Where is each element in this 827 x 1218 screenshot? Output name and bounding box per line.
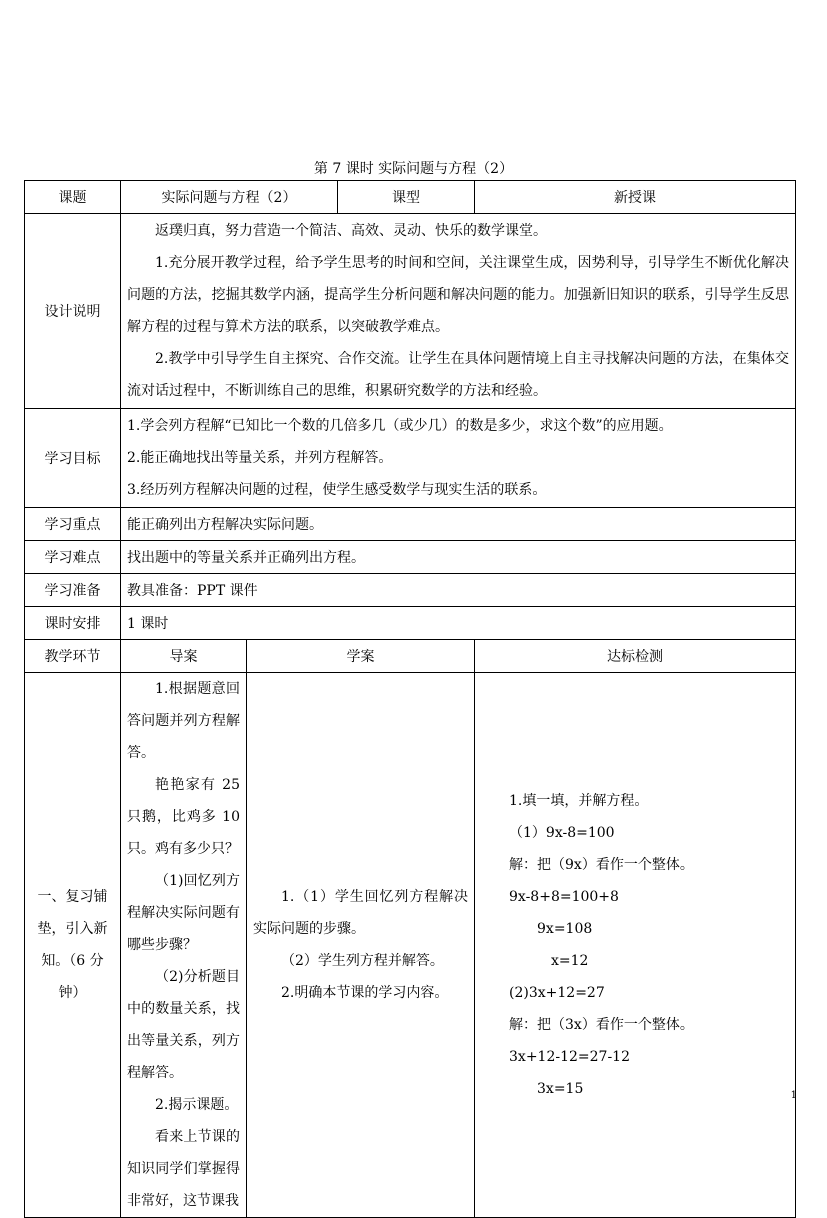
prep-text: 教具准备：PPT 课件 (121, 574, 796, 607)
topic-row (25, 181, 796, 214)
schedule-row (25, 607, 796, 640)
col-stage: 教学环节 (25, 640, 121, 673)
stage1-name: 一、复习铺垫，引入新知。（6 分钟） (25, 673, 121, 1218)
check-line: 解：把（3x）看作一个整体。 (509, 1017, 694, 1033)
label-type: 课型 (338, 181, 475, 214)
stage1-guide (121, 673, 247, 1218)
check-line: 3x+12-12=27-12 (509, 1049, 630, 1065)
stage1-row (25, 673, 796, 1218)
goal-item: 1.学会列方程解“已知比一个数的几倍多几（或少几）的数是多少，求这个数”的应用题。 (127, 418, 673, 434)
design-paragraph: 1.充分展开教学过程，给予学生思考的时间和空间，关注课堂生成，因势利导，引导学生不断优化解决问题的方法，挖掘其数学内涵，提高学生分析问题和解决问题的能力。加强新旧知识的联系，引导学生反思解方程的过程与算术方法的联系，以突破教学难点。 (127, 255, 790, 335)
goals-row (25, 409, 796, 508)
check-line: （1）9x-8=100 (509, 825, 615, 841)
lesson-plan-table (24, 180, 796, 1218)
prep-row (25, 574, 796, 607)
page-title: 第 7 课时 实际问题与方程（2） (313, 161, 514, 177)
label-topic: 课题 (25, 181, 121, 214)
columns-header-row (25, 640, 796, 673)
label-prep: 学习准备 (25, 574, 121, 607)
guide-line: 1.根据题意回答问题并列方程解答。 (127, 681, 240, 761)
label-design: 设计说明 (25, 214, 121, 409)
col-study: 学案 (247, 640, 475, 673)
check-line: 1.填一填，并解方程。 (509, 793, 649, 809)
check-line: 3x=15 (537, 1081, 584, 1097)
guide-line: 2.揭示课题。 (155, 1097, 239, 1113)
label-difficulty: 学习难点 (25, 541, 121, 574)
check-line: 9x=108 (537, 921, 593, 937)
design-row (25, 214, 796, 409)
stage1-check (475, 673, 796, 1218)
study-line: 2.明确本节课的学习内容。 (281, 985, 449, 1001)
check-line: x=12 (551, 953, 589, 969)
label-focus: 学习重点 (25, 508, 121, 541)
type-value: 新授课 (475, 181, 796, 214)
focus-text: 能正确列出方程解决实际问题。 (121, 508, 796, 541)
page-number: 1 (790, 1090, 797, 1101)
guide-line: （2)分析题目中的数量关系，找出等量关系，列方程解答。 (127, 969, 240, 1081)
schedule-text: 1 课时 (121, 607, 796, 640)
difficulty-text: 找出题中的等量关系并正确列出方程。 (121, 541, 796, 574)
check-line: 9x-8+8=100+8 (509, 889, 619, 905)
goal-item: 2.能正确地找出等量关系，并列方程解答。 (127, 450, 393, 466)
study-line: （2）学生列方程并解答。 (281, 953, 444, 969)
study-line: 1.（1）学生回忆列方程解决实际问题的步骤。 (253, 889, 469, 937)
focus-row (25, 508, 796, 541)
check-line: 解：把（9x）看作一个整体。 (509, 857, 694, 873)
design-text (121, 214, 796, 409)
goals-text (121, 409, 796, 508)
topic-value: 实际问题与方程（2） (121, 181, 338, 214)
stage1-study (247, 673, 475, 1218)
col-guide: 导案 (121, 640, 247, 673)
label-schedule: 课时安排 (25, 607, 121, 640)
goal-item: 3.经历列方程解决问题的过程，使学生感受数学与现实生活的联系。 (127, 482, 547, 498)
difficulty-row (25, 541, 796, 574)
design-paragraph: 2.教学中引导学生自主探究、合作交流。让学生在具体问题情境上自主寻找解决问题的方法，在集体交流对话过程中，不断训练自己的思维，积累研究数学的方法和经验。 (127, 351, 790, 399)
guide-line: 艳艳家有 25 只鹅，比鸡多 10 只。鸡有多少只？ (127, 777, 240, 857)
check-line: (2)3x+12=27 (509, 985, 605, 1001)
col-check: 达标检测 (475, 640, 796, 673)
guide-line: 看来上节课的知识同学们掌握得非常好，这节课我 (127, 1129, 240, 1209)
design-paragraph: 返璞归真，努力营造一个简洁、高效、灵动、快乐的数学课堂。 (155, 223, 547, 239)
label-goals: 学习目标 (25, 409, 121, 508)
guide-line: （1)回忆列方程解决实际问题有哪些步骤？ (127, 873, 240, 953)
